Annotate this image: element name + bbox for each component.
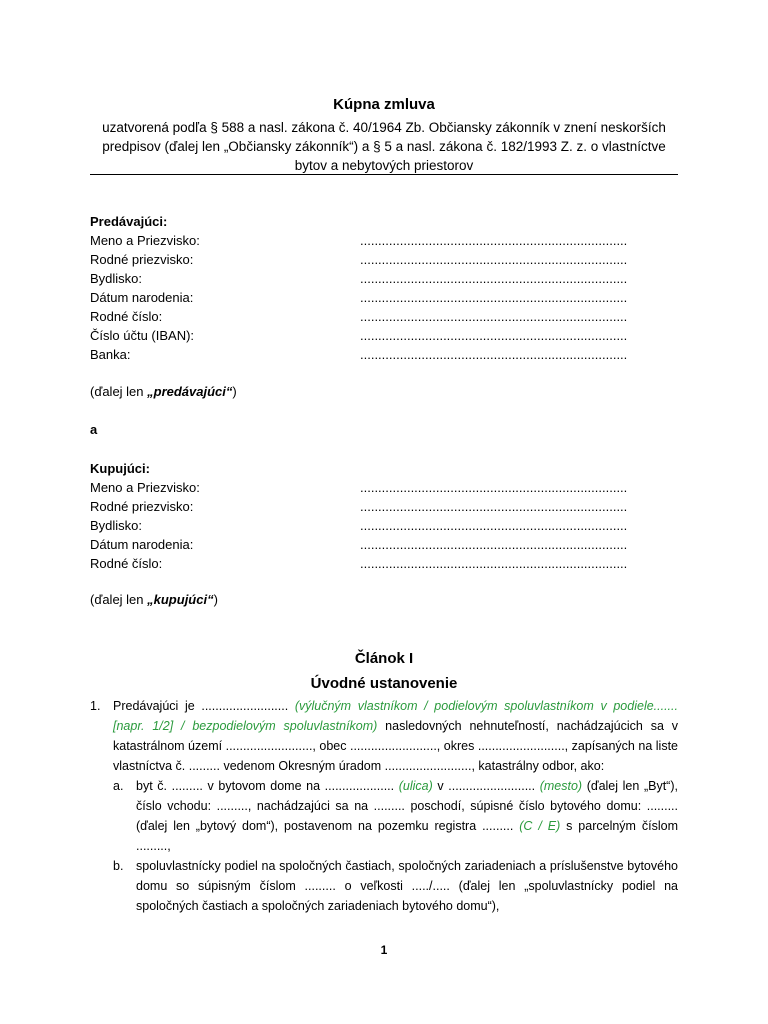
buyer-heading: Kupujúci:	[90, 461, 150, 476]
seller-field-row	[90, 345, 678, 364]
buyer-field-row	[90, 478, 678, 497]
field-placeholder: ..........................................................................	[360, 537, 628, 552]
note-prefix: (ďalej len	[90, 592, 148, 607]
item-number: 1.	[90, 699, 101, 713]
field-placeholder: ..........................................................................	[360, 271, 628, 286]
field-label: Rodné číslo:	[90, 556, 163, 571]
field-placeholder: ..........................................................................	[360, 328, 628, 343]
field-placeholder: ..........................................................................	[360, 347, 628, 362]
item-text: Predávajúci je .........................	[113, 699, 295, 713]
register-hint: (C / E)	[519, 819, 561, 833]
street-hint: (ulica)	[398, 779, 433, 793]
document-title: Kúpna zmluva	[333, 96, 435, 113]
seller-note	[90, 384, 237, 399]
city-hint: (mesto)	[539, 779, 583, 793]
field-label: Meno a Priezvisko:	[90, 480, 200, 495]
field-placeholder: ..........................................................................	[360, 518, 628, 533]
sub-item-letter: a.	[113, 779, 124, 793]
seller-field-row	[90, 288, 678, 307]
field-placeholder: ..........................................................................	[360, 233, 628, 248]
field-placeholder: ..........................................................................	[360, 556, 628, 571]
article-number: Článok I	[354, 650, 414, 667]
field-label: Bydlisko:	[90, 518, 143, 533]
document-subtitle: uzatvorená podľa § 588 a nasl. zákona č. 40/1964 Zb. Občiansky zákonník v znení neskorších predpisov (ďalej len „Občiansky zákonník“) a § 5 a nasl. zákona č. 182/1993 Z. z. o vlastníctve bytov a nebytových priestorov	[102, 120, 666, 173]
note-suffix: )	[232, 384, 237, 399]
seller-field-row	[90, 307, 678, 326]
buyer-note	[90, 592, 218, 607]
seller-field-row	[90, 250, 678, 269]
field-placeholder: ..........................................................................	[360, 252, 628, 267]
field-placeholder: ..........................................................................	[360, 290, 628, 305]
field-label: Banka:	[90, 347, 131, 362]
field-label: Rodné priezvisko:	[90, 252, 194, 267]
sub-item-text: byt č. ......... v bytovom dome na ....................	[136, 779, 399, 793]
field-label: Číslo účtu (IBAN):	[90, 328, 195, 343]
field-label: Meno a Priezvisko:	[90, 233, 200, 248]
conjunction: a	[90, 422, 98, 437]
article-items	[90, 696, 678, 916]
seller-block	[90, 212, 678, 364]
note-term: „kupujúci“	[147, 592, 214, 607]
item-text: nasledovných nehnuteľností, nachádzajúcich sa v katastrálnom území ........................., obec ........................., okres ........................., zapísaných na liste vlastníctva č. ......... vedenom Okresným úradom ........................., katastrálny odbor, ako:	[113, 719, 678, 773]
buyer-field-row	[90, 497, 678, 516]
sub-item-text: s parcelným číslom .........,	[136, 819, 678, 853]
buyer-block	[90, 459, 678, 573]
header-divider	[90, 174, 678, 175]
field-label: Dátum narodenia:	[90, 290, 194, 305]
sub-item-text: v .........................	[432, 779, 540, 793]
field-label: Bydlisko:	[90, 271, 143, 286]
article-heading: Úvodné ustanovenie	[310, 675, 458, 692]
field-label: Dátum narodenia:	[90, 537, 194, 552]
seller-field-row	[90, 326, 678, 345]
seller-field-row	[90, 231, 678, 250]
field-placeholder: ..........................................................................	[360, 499, 628, 514]
note-prefix: (ďalej len	[90, 384, 148, 399]
seller-heading: Predávajúci:	[90, 214, 168, 229]
buyer-field-row	[90, 554, 678, 573]
buyer-field-row	[90, 516, 678, 535]
seller-field-row	[90, 269, 678, 288]
buyer-field-row	[90, 535, 678, 554]
ownership-option-text: (výlučným vlastníkom / podielovým spoluvlastníkom v podiele....... [napr. 1/2] / bezpodielovým spoluvlastníkom)	[113, 699, 678, 733]
sub-item-letter: b.	[113, 859, 124, 873]
page-number: 1	[380, 943, 388, 957]
list-item	[90, 696, 678, 916]
field-placeholder: ..........................................................................	[360, 309, 628, 324]
note-suffix: )	[213, 592, 218, 607]
sub-item	[113, 856, 678, 916]
field-placeholder: ..........................................................................	[360, 480, 628, 495]
sub-item-text: (ďalej len „Byt“), číslo vchodu: ........., nachádzajúci sa na ......... poschodí, súpisné číslo bytového domu: ......... (ďalej len „bytový dom“), postavenom na pozemku registra .........	[136, 779, 678, 833]
field-label: Rodné priezvisko:	[90, 499, 194, 514]
note-term: „predávajúci“	[147, 384, 233, 399]
sub-item-text: spoluvlastnícky podiel na spoločných častiach, spoločných zariadeniach a príslušenstve bytového domu so súpisným číslom ......... o veľkosti ...../..... (ďalej len „spoluvlastnícky podiel na spoločných častiach a spoločných zariadeniach bytového domu“),	[136, 859, 678, 913]
sub-item	[113, 776, 678, 856]
field-label: Rodné číslo:	[90, 309, 163, 324]
